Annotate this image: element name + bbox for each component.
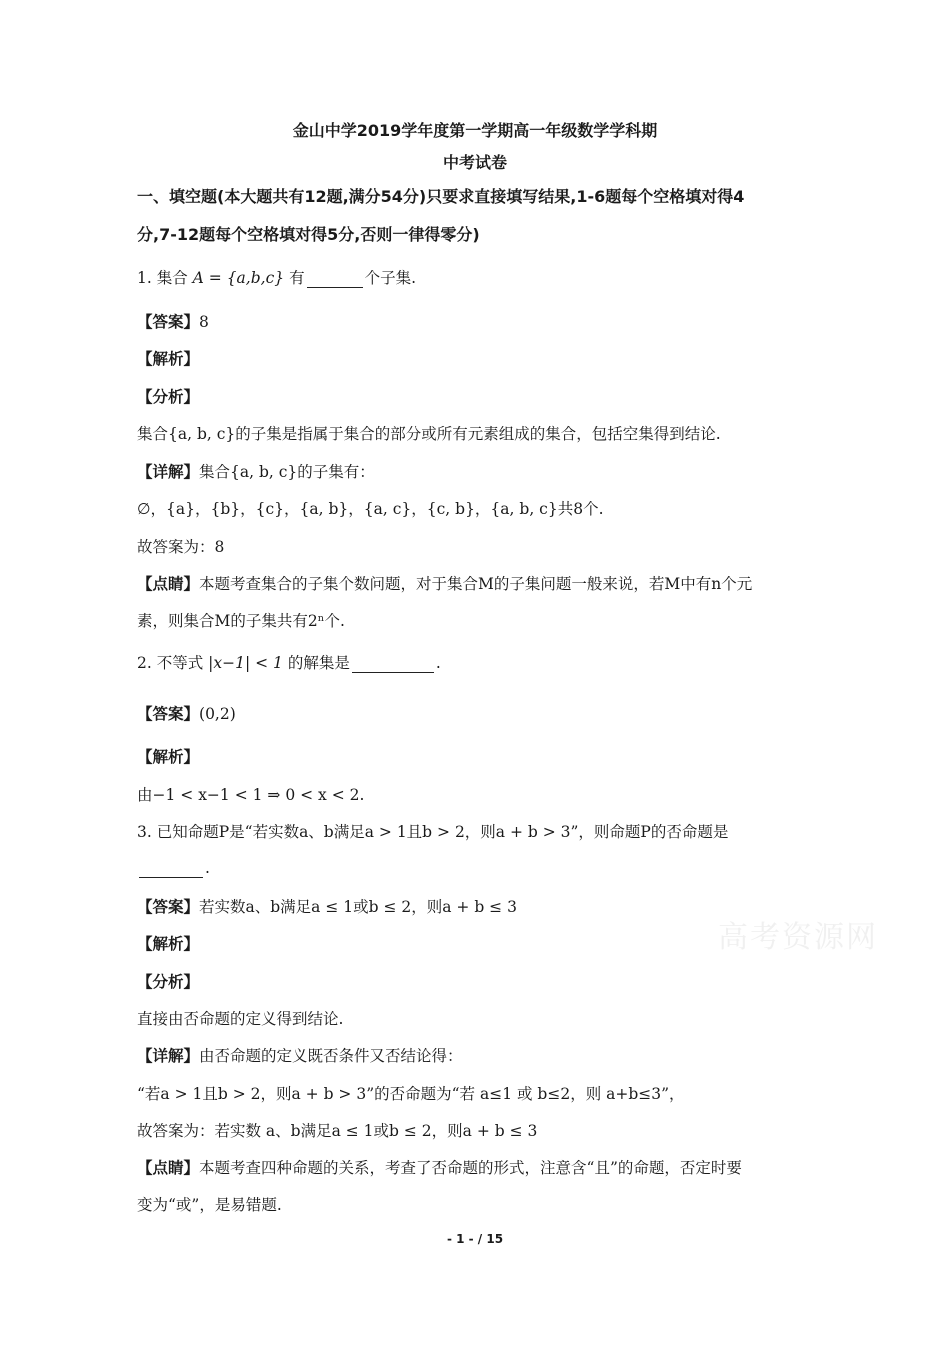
section-heading-line1: 一、填空题(本大题共有12题,满分54分)只要求直接填写结果,1-6题每个空格填对得4 [137,187,745,206]
q1-analysis-tag: 【解析】 [137,349,200,368]
q2-stem-pre: 2. 不等式 [137,654,204,672]
q3-stem-end: . [205,859,210,877]
q1-note-line2: 素，则集合M的子集共有2ⁿ个. [137,612,345,630]
q3-note-line2: 变为“或”，是易错题. [137,1196,282,1214]
q3-fenxi: 直接由否命题的定义得到结论. [137,1010,344,1028]
section-heading-line2: 分,7-12题每个空格填对得5分,否则一律得零分) [137,225,480,244]
q3-analysis-tag: 【解析】 [137,934,200,953]
q1-fenxi: 集合{a, b, c}的子集是指属于集合的部分或所有元素组成的集合，包括空集得到结论. [137,425,721,443]
q1-answer [137,312,209,332]
q1-stem-mid: 有 [289,269,305,287]
q2-stem [137,653,441,673]
q2-analysis-tag: 【解析】 [137,747,200,766]
q2-stem-math: |x−1| < 1 [208,654,283,672]
page-number: - 1 - / 15 [446,1232,504,1246]
q3-note-line1 [137,1158,742,1178]
q2-stem-post: 的解集是 [287,654,350,672]
q2-answer [137,704,236,724]
q1-subsets: ∅，{a}，{b}，{c}，{a, b}，{a, c}，{c, b}，{a, b, c}共8个. [137,500,604,518]
q3-detail [137,1046,463,1066]
q3-answer-value: 若实数a、b满足a ≤ 1或b ≤ 2，则a + b ≤ 3 [199,898,517,916]
q3-detail-tag: 【详解】 [137,1046,200,1065]
q1-detail-tag: 【详解】 [137,462,200,481]
q3-answer [137,897,517,917]
q2-answer-tag: 【答案】 [137,704,200,723]
q3-answer-blank [139,861,203,878]
q1-note-text: 本题考查集合的子集个数问题，对于集合M的子集问题一般来说，若M中有n个元 [199,575,753,593]
q3-note-tag: 【点睛】 [137,1158,200,1177]
q1-note-tag: 【点睛】 [137,574,200,593]
q3-conclusion: 故答案为：若实数 a、b满足a ≤ 1或b ≤ 2，则a + b ≤ 3 [137,1122,538,1140]
q3-stem-blank-line [137,858,210,878]
q2-solution: 由−1 < x−1 < 1 ⇒ 0 < x < 2. [137,786,365,804]
watermark-logo: 高考资源网 [718,920,878,955]
q1-fenxi-tag: 【分析】 [137,387,200,406]
q1-detail [137,462,375,482]
q2-answer-blank [352,656,434,673]
doc-title-line2: 中考试卷 [442,153,507,172]
q1-note-line1 [137,574,752,594]
q1-detail-text: 集合{a, b, c}的子集有： [199,463,375,481]
q3-answer-tag: 【答案】 [137,897,200,916]
q1-answer-tag: 【答案】 [137,312,200,331]
q3-fenxi-tag: 【分析】 [137,972,200,991]
q2-stem-end: . [435,654,441,672]
doc-title-line1: 金山中学2019学年度第一学期高一年级数学学科期 [292,121,658,140]
q1-stem-pre: 1. 集合 [137,269,188,287]
q1-answer-value: 8 [199,313,209,331]
q2-answer-value: (0,2) [199,705,236,723]
q3-stem: 3. 已知命题P是“若实数a、b满足a > 1且b > 2，则a + b > 3”，则命题P的否命题是 [137,823,729,841]
q1-stem-math: A = {a,b,c} [192,269,285,287]
q3-note-text: 本题考查四种命题的关系，考查了否命题的形式，注意含“且”的命题，否定时要 [199,1159,742,1177]
q1-answer-blank [307,271,363,288]
q1-stem [137,268,416,288]
q3-detail2: “若a > 1且b > 2，则a + b > 3”的否命题为“若 a≤1 或 b≤2，则 a+b≤3”， [137,1085,685,1103]
q1-conclusion: 故答案为：8 [137,538,225,556]
q1-stem-post: 个子集. [364,269,417,287]
q3-detail-text: 由否命题的定义既否条件又否结论得： [199,1047,463,1065]
